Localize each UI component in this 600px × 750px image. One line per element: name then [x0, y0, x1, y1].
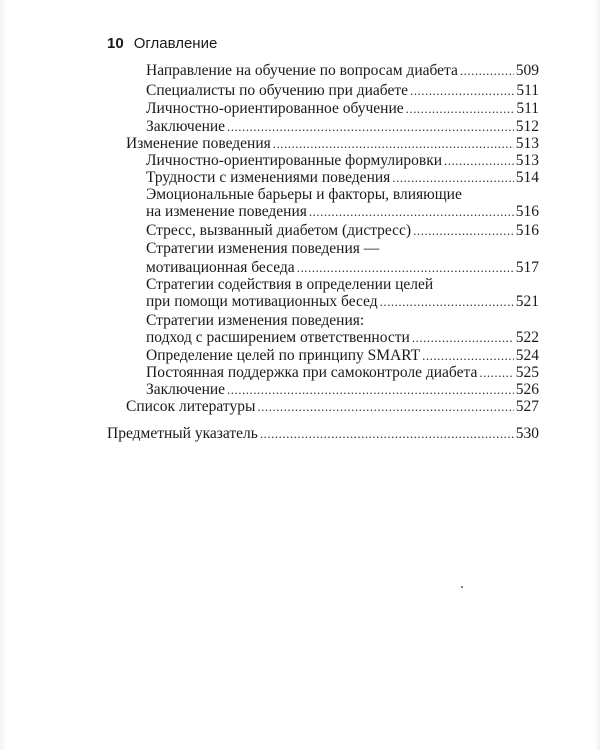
toc-entry [146, 293, 539, 310]
toc-entry-title: Стратегии изменения поведения: [146, 312, 365, 329]
toc-entry [146, 82, 539, 99]
toc-page-number: 511 [516, 82, 539, 99]
leader-dots [273, 135, 514, 152]
toc-entry-title: подход с расширением ответственности [146, 329, 410, 346]
toc-entry-first-line [146, 276, 539, 293]
toc-entry-title: при помощи мотивационных бесед [146, 293, 378, 310]
toc-page-number: 513 [515, 152, 539, 169]
leader-dots [410, 82, 514, 99]
leader-dots [380, 293, 514, 310]
toc-page-number: 517 [515, 259, 539, 276]
toc-entry [146, 364, 539, 381]
toc-entry [146, 100, 539, 117]
toc-entry-title: Трудности с изменениями поведения [146, 169, 391, 186]
toc-page-number: 522 [515, 329, 539, 346]
toc-entry-title: Стратегии содействия в определении целей [146, 276, 434, 293]
toc-page-number: 511 [516, 100, 539, 117]
toc-section-entry [126, 135, 539, 152]
toc-page-number: 509 [515, 62, 539, 79]
leader-dots [412, 329, 514, 346]
toc-entry-title: Постоянная поддержка при самоконтроле диабета [146, 364, 478, 381]
leader-dots [260, 425, 514, 442]
toc-page-number: 513 [515, 135, 539, 152]
toc-entry [146, 329, 539, 346]
toc-page-number: 526 [515, 381, 539, 398]
leader-dots [422, 347, 514, 364]
leader-dots [479, 364, 513, 381]
toc-entry-title: Заключение [146, 118, 226, 135]
toc-page-number: 516 [515, 222, 539, 239]
toc-page-number: 521 [515, 293, 539, 310]
toc-page-number: 530 [515, 425, 539, 442]
leader-dots [392, 169, 513, 186]
leader-dots [227, 381, 514, 398]
toc-entry-title: Эмоциональные барьеры и факторы, влияющие [146, 186, 462, 203]
toc-chapter-entry [107, 425, 539, 442]
toc-entry [146, 118, 539, 135]
toc-entry [146, 347, 539, 364]
toc-entry-title: на изменение поведения [146, 203, 307, 220]
toc-entry-first-line [146, 312, 539, 329]
running-header [107, 35, 217, 52]
leader-dots [406, 100, 515, 117]
toc-entry [146, 152, 539, 169]
toc-entry [146, 381, 539, 398]
toc-entry-title: Список литературы [126, 398, 256, 415]
toc-page-number: 516 [515, 203, 539, 220]
header-page-number: 10 [107, 35, 124, 52]
toc-entry-title: Изменение поведения [126, 135, 271, 152]
toc-entry [146, 259, 539, 276]
toc-section-entry [126, 398, 539, 415]
toc-entry-title: Стратегии изменения поведения — [146, 240, 380, 257]
leader-dots [297, 259, 514, 276]
toc-page-number: 514 [515, 169, 539, 186]
toc-entry-title: Личностно-ориентированные формулировки [146, 152, 443, 169]
toc-entry-title: Направление на обучение по вопросам диабета [146, 62, 458, 79]
toc-entry-title: мотивационная беседа [146, 259, 295, 276]
leader-dots [460, 62, 514, 79]
toc-page-number: 512 [515, 118, 539, 135]
toc-page-number: 525 [515, 364, 539, 381]
toc-page-number: 527 [515, 398, 539, 415]
leader-dots [413, 222, 514, 239]
toc-entry-title: Стресс, вызванный диабетом (дистресс) [146, 222, 412, 239]
toc-entry-title: Специалисты по обучению при диабете [146, 82, 409, 99]
leader-dots [444, 152, 514, 169]
header-title: Оглавление [133, 35, 218, 52]
toc-entry-first-line [146, 186, 539, 203]
leader-dots [257, 398, 513, 415]
toc-entry [146, 222, 539, 239]
toc-entry-title: Заключение [146, 381, 226, 398]
toc-entry [146, 169, 539, 186]
toc-entry-first-line [146, 240, 539, 257]
toc-entry-title: Определение целей по принципу SMART [146, 347, 421, 364]
leader-dots [227, 118, 514, 135]
leader-dots [309, 203, 514, 220]
toc-entry [146, 62, 539, 79]
paper-speck [461, 586, 463, 588]
toc-entry-title: Предметный указатель [107, 425, 258, 442]
toc-page-number: 524 [515, 347, 539, 364]
toc-entry-title: Личностно-ориентированное обучение [146, 100, 404, 117]
toc-entry [146, 203, 539, 220]
